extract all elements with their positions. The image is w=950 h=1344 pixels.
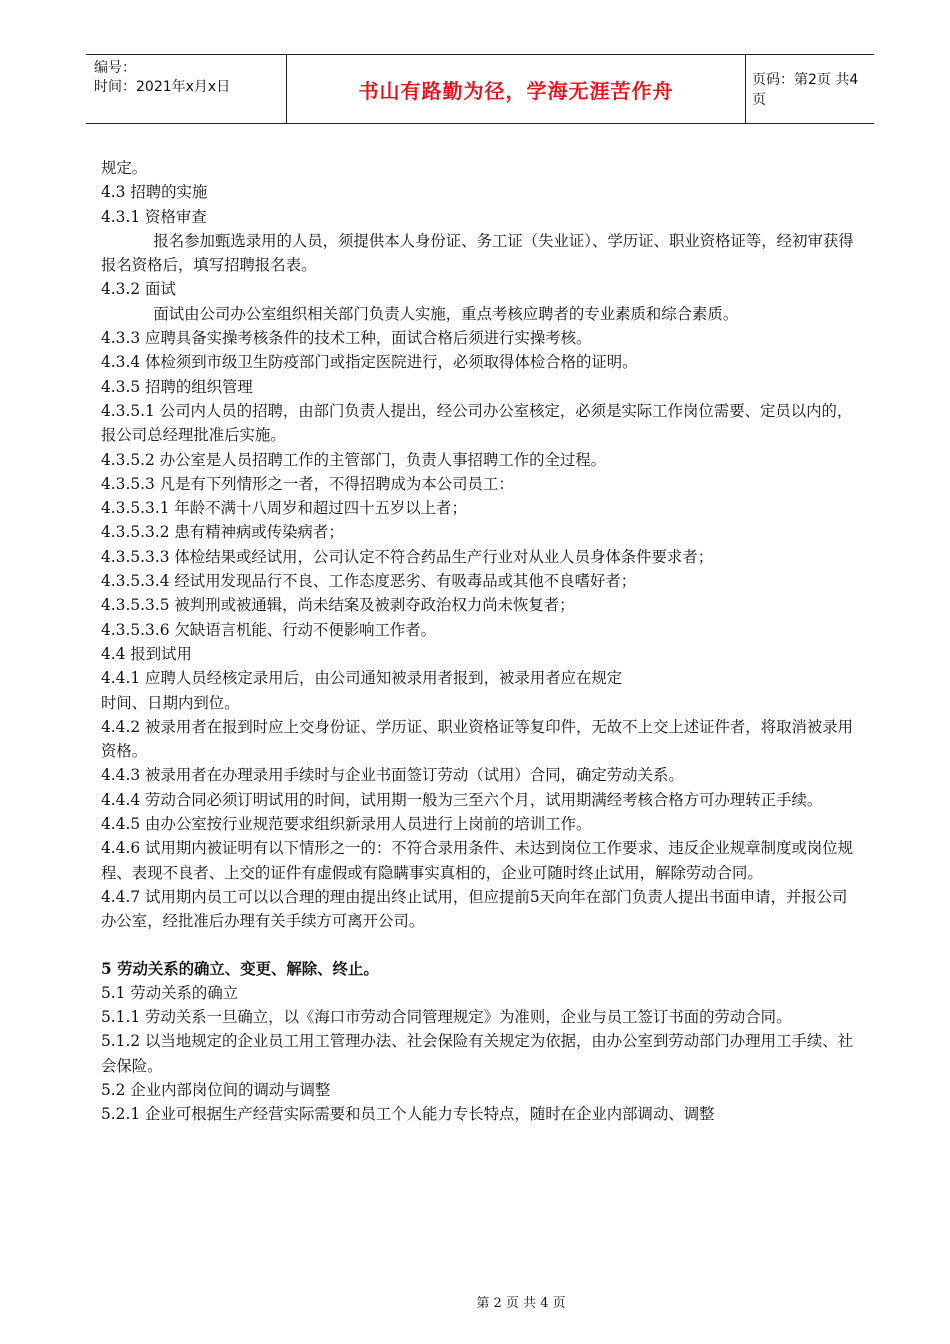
clause: 4.3.5.3.6 欠缺语言机能、行动不便影响工作者。 xyxy=(101,620,437,639)
document-number-label: 编号： xyxy=(94,60,136,76)
header-motto: 书山有路勤为径，学海无涯苦作舟 xyxy=(286,55,746,123)
clause: 4.3.4 体检须到市级卫生防疫部门或指定医院进行，必须取得体检合格的证明。 xyxy=(101,353,638,372)
clause: 4.3.5.3 凡是有下列情形之一者，不得招聘成为本公司员工： xyxy=(101,474,514,493)
clause: 5.2.1 企业可根据生产经营实际需要和员工个人能力专长特点，随时在企业内部调动、调整 xyxy=(101,1105,715,1124)
subsection-heading: 4.3.1 资格审查 xyxy=(101,207,207,226)
page-footer: 第 2 页 共 4 页 xyxy=(476,1296,566,1311)
clause: 5.1.1 劳动关系一旦确立，以《海口市劳动合同管理规定》为准则，企业与员工签订书面的劳动合同。 xyxy=(101,1008,792,1027)
clause: 4.4.5 由办公室按行业规范要求组织新录用人员进行上岗前的培训工作。 xyxy=(101,815,592,834)
paragraph: 报名参加甄选录用的人员，须提供本人身份证、务工证（失业证）、学历证、职业资格证等，经初审获得报名资格后，填写招聘报名表。 xyxy=(101,231,854,275)
clause: 4.4.6 试用期内被证明有以下情形之一的：不符合录用条件、未达到岗位工作要求、违反企业规章制度或岗位规程、表现不良者、上交的证件有虚假或有隐瞒事实真相的，企业可随时终止试用，解除劳动合同。 xyxy=(101,839,854,882)
clause: 4.3.5.1 公司内人员的招聘，由部门负责人提出，经公司办公室核定，必须是实际工作岗位需要、定员以内的，报公司总经理批准后实施。 xyxy=(101,401,853,445)
clause: 4.4.4 劳动合同必须订明试用的时间，试用期一般为三至六个月，试用期满经考核合格方可办理转正手续。 xyxy=(101,790,823,809)
clause: 4.3.5.3.3 体检结果或经试用，公司认定不符合药品生产行业对从业人员身体条件要求者； xyxy=(101,547,714,566)
clause: 4.4.3 被录用者在办理录用手续时与企业书面签订劳动（试用）合同，确定劳动关系。 xyxy=(101,766,684,785)
clause: 4.3.5.3.1 年龄不满十八周岁和超过四十五岁以上者； xyxy=(101,499,467,518)
document-body xyxy=(101,156,861,1127)
subsection-heading: 4.3.2 面试 xyxy=(101,280,176,299)
chapter-heading: 5 劳动关系的确立、变更、解除、终止。 xyxy=(101,959,379,978)
clause: 4.3.5.3.4 经试用发现品行不良、工作态度恶劣、有吸毒品或其他不良嗜好者； xyxy=(101,572,637,591)
header-meta xyxy=(94,55,286,127)
paragraph: 时间、日期内到位。 xyxy=(101,693,240,712)
clause: 4.4.2 被录用者在报到时应上交身份证、学历证、职业资格证等复印件，无故不上交上述证件者，将取消被录用资格。 xyxy=(101,717,854,761)
document-date-label: 时间：2021年x月x日 xyxy=(94,79,231,95)
section-heading: 4.4 报到试用 xyxy=(101,644,192,663)
paragraph: 面试由公司办公室组织相关部门负责人实施，重点考核应聘者的专业素质和综合素质。 xyxy=(153,304,739,323)
section-heading: 4.3 招聘的实施 xyxy=(101,183,208,202)
clause: 4.4.1 应聘人员经核定录用后，由公司通知被录用者报到，被录用者应在规定 xyxy=(101,669,623,688)
clause: 4.3.5.3.2 患有精神病或传染病者； xyxy=(101,523,344,542)
clause: 4.3.3 应聘具备实操考核条件的技术工种，面试合格后须进行实操考核。 xyxy=(101,329,592,348)
subsection-heading: 4.3.5 招聘的组织管理 xyxy=(101,377,253,396)
header-page-label: 页码：第2页 共4页 xyxy=(752,72,859,108)
section-heading: 5.1 劳动关系的确立 xyxy=(101,983,239,1002)
clause: 4.3.5.3.5 被判刑或被通辑，尚未结案及被剥夺政治权力尚未恢复者； xyxy=(101,596,575,615)
clause: 4.3.5.2 办公室是人员招聘工作的主管部门，负责人事招聘工作的全过程。 xyxy=(101,450,607,469)
paragraph: 规定。 xyxy=(101,159,148,177)
page-header xyxy=(86,54,874,124)
clause: 5.1.2 以当地规定的企业员工用工管理办法、社会保险有关规定为依据，由办公室到劳动部门办理用工手续、社会保险。 xyxy=(101,1032,854,1075)
clause: 4.4.7 试用期内员工可以以合理的理由提出终止试用，但应提前5天向年在部门负责人提出书面申请，并报公司办公室，经批准后办理有关手续方可离开公司。 xyxy=(101,887,848,931)
section-heading: 5.2 企业内部岗位间的调动与调整 xyxy=(101,1080,331,1099)
